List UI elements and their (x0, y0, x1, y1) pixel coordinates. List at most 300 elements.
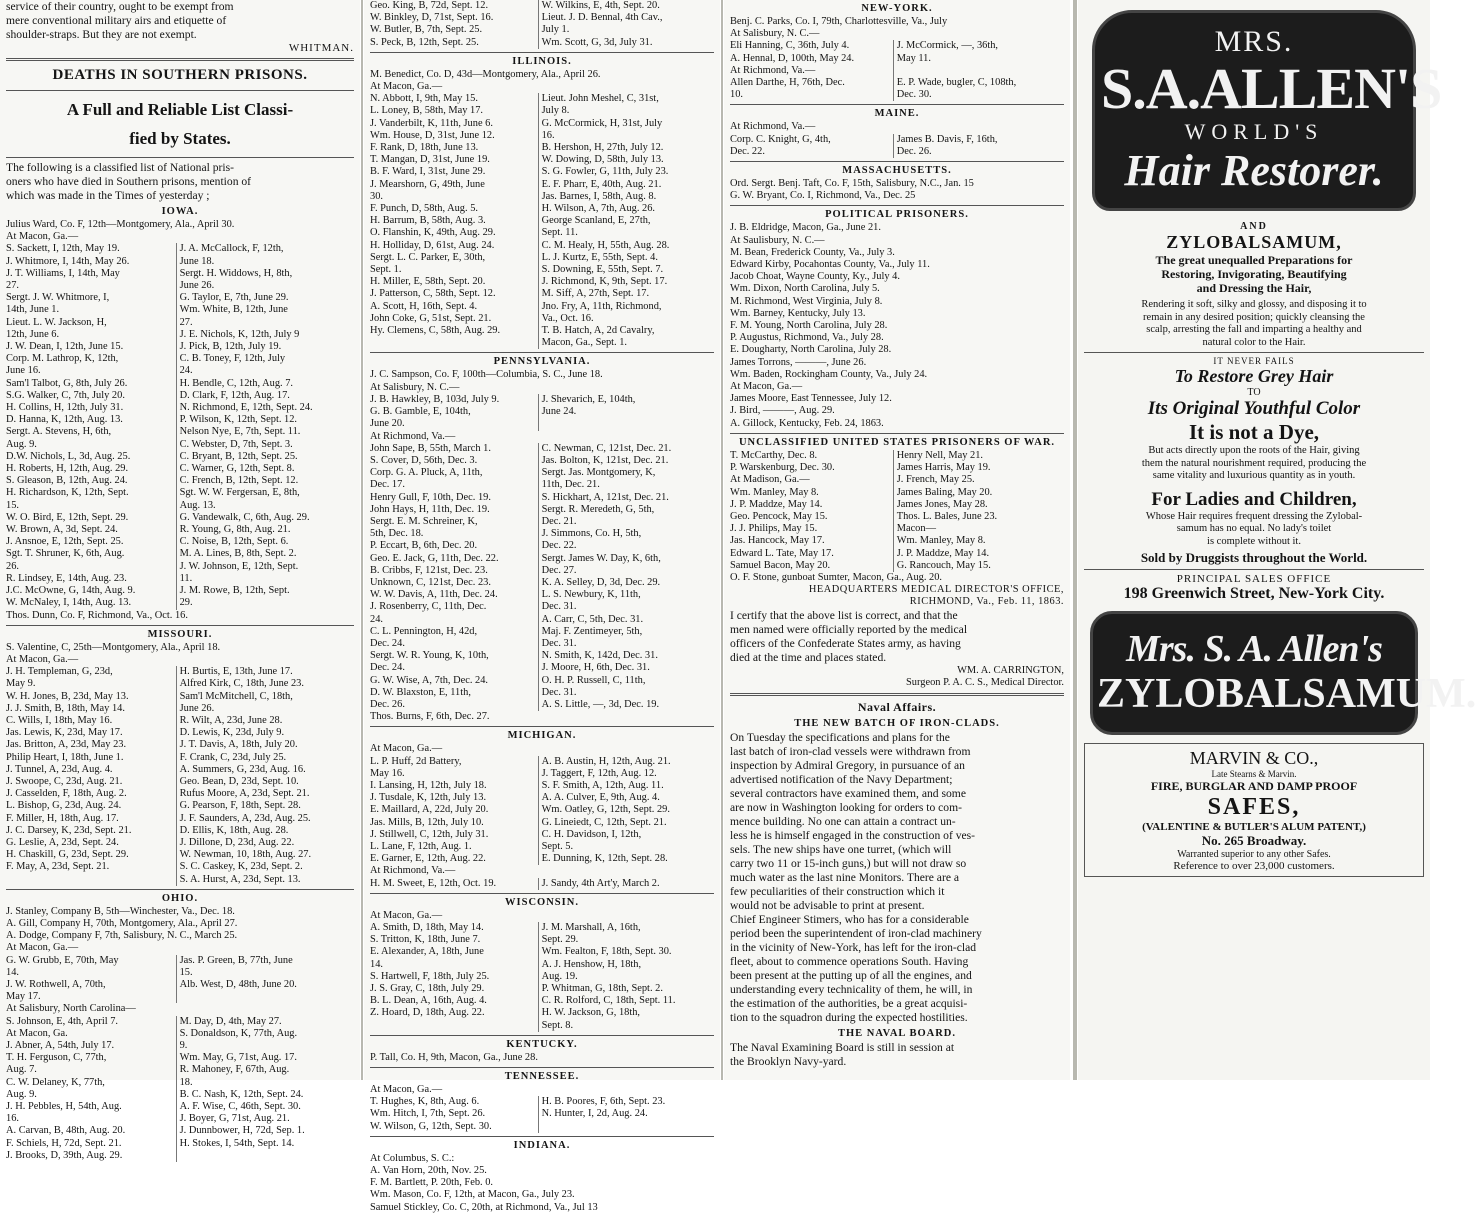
left-entry: Corp. M. Lathrop, K, 12th, (6, 353, 177, 365)
right-entry: Sept. 11. (541, 227, 578, 239)
right-entry: George Scanland, E, 27th, (541, 215, 651, 227)
left-entry: J. Casselden, F, 18th, Aug. 2. (6, 788, 177, 800)
list-row (6, 280, 354, 292)
text-line: Wm. Dixon, North Carolina, July 5. (730, 283, 880, 295)
signature-line: WM. A. CARRINGTON, (957, 664, 1064, 676)
two-column-list (370, 922, 714, 1032)
right-entry: J. P. Maddze, May 14. (896, 547, 990, 559)
rule (1084, 569, 1424, 570)
right-entry (539, 418, 714, 430)
left-entry: W. O. Bird, E, 12th, Sept. 29. (6, 512, 177, 524)
list-row (370, 577, 714, 589)
list-row (370, 934, 714, 946)
text-line: A. Gill, Company H, 70th, Montgomery, Ala., April 27. (6, 917, 238, 929)
left-entry: J. Tunnel, A, 23d, Aug. 4. (6, 764, 177, 776)
tagline-line: Restoring, Invigorating, Beautifying (1161, 267, 1347, 281)
text-line: At Salisbury, North Carolina— (6, 1003, 136, 1015)
left-entry: June 16. (6, 365, 177, 377)
left-entry: Jas. Hancock, May 17. (730, 535, 894, 547)
ad-never-fails: IT NEVER FAILS (1213, 356, 1295, 366)
list-row (370, 252, 714, 264)
right-entry: J. Taggert, F, 12th, Aug. 12. (541, 767, 657, 779)
list-row (370, 313, 714, 325)
left-entry: Sergt. A. Stevens, H, 6th, (6, 426, 177, 438)
text-line: James Moore, East Tennessee, July 12. (730, 393, 892, 405)
ad-principal: PRINCIPAL SALES OFFICE (1176, 573, 1332, 585)
left-entry: A. Smith, D, 18th, May 14. (370, 922, 539, 934)
intro-line: service of their country, ought to be exempt from (6, 0, 234, 13)
left-entry: J. Ansnoe, E, 12th, Sept. 25. (6, 536, 177, 548)
left-entry: Dec. 17. (370, 479, 539, 491)
right-entry: Jas. P. Green, B, 77th, June (179, 954, 293, 966)
left-entry: Hy. Clemens, C, 58th, Aug. 29. (370, 325, 539, 337)
body-line: remain in any desired position; quickly cleansing the (1143, 311, 1365, 323)
right-entry: Wm. White, B, 12th, June (179, 304, 288, 316)
right-entry: Henry Nell, May 21. (896, 449, 983, 461)
article-line: inspection by Admiral Gregory, in pursuance of an (730, 758, 965, 772)
article-line: several contractors have examined them, and some (730, 786, 966, 800)
right-entry: Jas. Barnes, I, 58th, Aug. 8. (541, 190, 657, 202)
article-line: less he is himself engaged in the construction of ves- (730, 828, 976, 842)
state-heading: ILLINOIS. (512, 55, 572, 67)
left-entry: S. Hartwell, F, 18th, July 25. (370, 971, 539, 983)
left-entry: J. Brooks, D, 39th, Aug. 29. (6, 1150, 177, 1162)
list-row (730, 499, 1064, 511)
list-row (370, 394, 714, 406)
right-entry: June 26. (179, 702, 215, 714)
right-entry: N. Hunter, I, 2d, Aug. 24. (541, 1108, 648, 1120)
right-entry: Lieut. John Meshel, C, 31st, (541, 93, 659, 105)
list-row (370, 1007, 714, 1019)
body-line: scalp, arresting the fall and imparting a healthy and (1146, 324, 1362, 335)
left-entry: Corp. G. A. Pluck, A, 11th, (370, 467, 539, 479)
list-row (370, 540, 714, 552)
list-row (6, 813, 354, 825)
state-heading: UNCLASSIFIED UNITED STATES PRISONERS OF WAR. (738, 436, 1056, 448)
list-row (6, 500, 354, 512)
right-entry: 27. (179, 316, 193, 328)
right-entry: P. Wilson, K, 12th, Sept. 12. (179, 414, 298, 426)
list-row (6, 256, 354, 268)
ad-and: AND (1240, 221, 1268, 232)
left-entry: W. Brown, A, 3d, Sept. 24. (6, 524, 177, 536)
article-line: been present at the putting up of all the engines, and (730, 968, 972, 982)
list-row (730, 146, 1064, 158)
left-entry: L. Lane, F, 12th, Aug. 1. (370, 841, 539, 853)
marvin-name: MARVIN & CO., (1189, 748, 1319, 768)
list-row (370, 792, 714, 804)
list-row (6, 1016, 354, 1028)
list-row (370, 829, 714, 841)
list-row (6, 861, 354, 873)
left-entry: 27. (6, 280, 177, 292)
list-row (6, 1113, 354, 1125)
left-entry: Geo. E. Jack, G, 11th, Dec. 22. (370, 553, 539, 565)
list-row (370, 780, 714, 792)
list-row (370, 528, 714, 540)
left-entry: W. H. Jones, B, 23d, May 13. (6, 691, 177, 703)
logo-product: Hair Restorer. (1124, 146, 1384, 195)
left-entry: T. McCarthy, Dec. 8. (730, 450, 894, 462)
left-entry: J. H. Pebbles, H, 54th, Aug. (6, 1101, 177, 1113)
list-row (370, 756, 714, 768)
right-entry: W. Wilkins, E, 4th, Sept. 20. (541, 0, 660, 11)
left-entry: Sergt. E. M. Schreiner, K, (370, 516, 539, 528)
right-entry: E. F. Pharr, E, 40th, Aug. 21. (541, 178, 662, 190)
right-entry: C. M. Healy, H, 55th, Aug. 28. (541, 239, 670, 251)
left-entry: Dec. 22. (730, 146, 894, 158)
two-column-list (730, 134, 1064, 158)
ad-tagline (1084, 253, 1424, 295)
left-entry: J. W. Rothwell, A, 70th, (6, 979, 177, 991)
right-entry: J. M. Marshall, A, 16th, (541, 922, 641, 934)
left-entry: F. Schiels, H, 72d, Sept. 21. (6, 1138, 177, 1150)
right-entry: June 18. (179, 255, 215, 267)
left-entry (6, 874, 177, 886)
text-line: A. Dodge, Company F, 7th, Salisbury, N. C., March 25. (6, 930, 238, 942)
left-entry: P. Warskenburg, Dec. 30. (730, 462, 894, 474)
right-entry: J. A. McCallock, F, 12th, (179, 243, 284, 255)
list-row (6, 1150, 354, 1162)
left-entry: H. Barrum, B, 58th, Aug. 3. (370, 215, 539, 227)
rule (730, 693, 1064, 696)
text-line: A. Van Horn, 20th, Nov. 25. (370, 1165, 487, 1177)
left-entry: J.C. McOwne, G, 14th, Aug. 9. (6, 585, 177, 597)
left-entry: B. F. Ward, I, 31st, June 29. (370, 166, 539, 178)
article-line: mence building. No one can attain a contract un- (730, 814, 956, 828)
state-heading: MAINE. (874, 108, 920, 120)
left-entry: Philip Heart, I, 18th, June 1. (6, 752, 177, 764)
right-entry: J. Dillone, D, 23d, Aug. 22. (179, 836, 295, 848)
article-line: carry two 11 or 15-inch guns,) but will not draw so (730, 856, 967, 870)
right-entry: Dec. 21. (541, 515, 577, 527)
right-entry: S. F. Smith, A, 12th, Aug. 11. (541, 779, 664, 791)
list-row (6, 1101, 354, 1113)
text-line: M. Benedict, Co. D, 43d—Montgomery, Ala., April 26. (370, 68, 601, 80)
marvin-reference: Reference to over 23,000 customers. (1173, 860, 1335, 872)
list-row (370, 638, 714, 650)
right-entry: T. B. Hatch, A, 2d Cavalry, (541, 325, 655, 337)
right-entry: 18. (179, 1076, 193, 1088)
two-column-list (370, 756, 714, 866)
left-entry: At Richmond, Va.— (730, 65, 894, 77)
list-row (370, 37, 714, 49)
list-row (6, 739, 354, 751)
text-line: At Macon, Ga.— (6, 942, 79, 954)
left-entry: T. H. Ferguson, C, 77th, (6, 1052, 177, 1064)
right-entry: 9. (179, 1040, 188, 1051)
right-entry: J. Shevarich, E, 104th, (541, 393, 636, 405)
right-entry: J. McCormick, —, 36th, (896, 40, 999, 52)
right-entry: E. P. Wade, bugler, C, 108th, (896, 77, 1017, 89)
right-entry: 16. (541, 129, 555, 141)
right-entry: James Jones, May 28. (896, 498, 988, 510)
left-entry: Jas. Lewis, K, 23d, May 17. (6, 727, 177, 739)
right-entry: J. Sandy, 4th Art'y, March 2. (541, 877, 660, 889)
rule (370, 352, 714, 353)
right-entry: K. A. Selley, D, 3d, Dec. 29. (541, 576, 661, 588)
list-row (6, 402, 354, 414)
right-entry: Sergt. R. Meredeth, G, 5th, (541, 503, 655, 515)
rule (6, 58, 354, 61)
text-line: Ord. Sergt. Benj. Taft, Co. F, 15th, Salisbury, N.C., Jan. 15 (730, 178, 974, 190)
right-entry: J. T. Davis, A, 18th, July 20. (179, 739, 298, 751)
rule (370, 52, 714, 53)
right-entry: J. Pick, B, 12th, July 19. (179, 341, 282, 353)
text-line: A. Gillock, Kentucky, Feb. 24, 1863. (730, 417, 884, 429)
left-entry: Dec. 26. (370, 699, 539, 711)
right-entry: Alfred Kirk, C, 18th, June 23. (179, 678, 304, 690)
text-line: P. Augustus, Richmond, Va., July 28. (730, 332, 884, 344)
text-line: O. F. Stone, gunboat Sumter, Macon, Ga., Aug. 20. (730, 571, 943, 583)
list-row (6, 1028, 354, 1040)
list-row (6, 585, 354, 597)
list-row (370, 406, 714, 418)
text-line: At Columbus, S. C.: (370, 1152, 455, 1164)
list-row (6, 1089, 354, 1101)
left-entry: H. Collins, H, 12th, July 31. (6, 402, 177, 414)
list-row (6, 365, 354, 377)
right-entry: H. Burtis, E, 13th, June 17. (179, 666, 293, 678)
list-row (370, 878, 714, 890)
right-entry: James Baling, May 20. (896, 486, 993, 498)
tagline-line: and Dressing the Hair, (1196, 281, 1312, 295)
two-column-list (730, 450, 1064, 572)
column-rule (361, 0, 363, 1080)
right-entry: A. B. Austin, H, 12th, Aug. 21. (541, 755, 671, 767)
article-line: the estimation of the authorities, be a great acquisi- (730, 996, 968, 1010)
list-row (6, 849, 354, 861)
ad-whose (1084, 511, 1424, 549)
right-entry: 11th, Dec. 21. (541, 479, 600, 491)
ad-not-dye: It is not a Dye, (1188, 420, 1320, 444)
list-row (6, 874, 354, 886)
marvin-late: Late Stearns & Marvin. (1211, 769, 1297, 779)
ad-body (1084, 299, 1424, 349)
right-entry: Lieut. J. D. Bennal, 4th Cav., (541, 12, 663, 24)
right-entry: Dec. 26. (896, 145, 932, 157)
list-row (370, 203, 714, 215)
column-rule (721, 0, 723, 1080)
list-row (370, 853, 714, 865)
subheadline: fied by States. (129, 129, 231, 148)
right-entry: S. Downing, E, 55th, Sept. 7. (541, 264, 664, 276)
whose-line: samum has no equal. No lady's toilet (1176, 523, 1332, 534)
right-entry: July 1. (541, 24, 570, 36)
intro-line: shoulder-straps. But they are not exempt. (6, 28, 197, 41)
right-entry: A. Carr, C, 5th, Dec. 31. (541, 613, 644, 625)
left-entry: May 16. (370, 768, 539, 780)
text-line: At Macon, Ga.— (730, 381, 803, 393)
right-entry: Sam'l McMitchell, C, 18th, (179, 690, 293, 702)
text-line: At Macon, Ga.— (6, 653, 79, 665)
list-row (6, 573, 354, 585)
whose-line: is complete without it. (1207, 535, 1301, 547)
logo-mrs: MRS. (1214, 25, 1294, 58)
two-column-list (6, 955, 354, 1004)
left-entry: John Hays, H, 11th, Dec. 19. (370, 504, 539, 516)
left-entry: W. W. Davis, A, 11th, Dec. 24. (370, 589, 539, 601)
left-entry: J. Tusdale, K, 12th, July 13. (370, 792, 539, 804)
right-entry: R. Young, G, 8th, Aug. 21. (179, 524, 291, 536)
rule (370, 1136, 714, 1137)
text-line: At Salisbury, N. C.— (730, 28, 820, 40)
list-row (370, 699, 714, 711)
left-entry: Henry Gull, F, 10th, Dec. 19. (370, 492, 539, 504)
state-heading: IOWA. (161, 206, 199, 217)
list-row (370, 504, 714, 516)
state-heading: POLITICAL PRISONERS. (825, 209, 969, 221)
right-entry (539, 1121, 714, 1133)
left-entry: Aug. 7. (6, 1064, 177, 1076)
list-row (6, 979, 354, 991)
certify-line: men named were officially reported by the medical (730, 622, 968, 636)
right-entry: H. Stokes, I, 54th, Sept. 14. (179, 1137, 295, 1149)
list-row (370, 179, 714, 191)
rule (6, 90, 354, 91)
state-heading: PENNSYLVANIA. (493, 356, 591, 368)
two-column-list (370, 878, 714, 890)
list-row (6, 524, 354, 536)
text-line: G. W. Bryant, Co. I, Richmond, Va., Dec. 25 (730, 190, 916, 202)
left-entry: G. B. Gamble, E, 104th, (370, 406, 539, 418)
left-entry: J. J. Smith, B, 18th, May 14. (6, 703, 177, 715)
right-entry: Aug. 19. (541, 970, 578, 982)
right-entry: Wm. Manley, May 8. (896, 535, 986, 547)
list-row (370, 337, 714, 349)
left-entry: Unknown, C, 121st, Dec. 23. (370, 577, 539, 589)
left-entry: J. W. Dean, I, 12th, June 15. (6, 341, 177, 353)
list-row (6, 776, 354, 788)
office-heading (730, 584, 1064, 608)
rule (6, 157, 354, 158)
list-row (6, 1040, 354, 1052)
left-entry: John Coke, G, 51st, Sept. 21. (370, 313, 539, 325)
list-row (6, 678, 354, 690)
text-line: M. Bean, Frederick County, Va., July 3. (730, 246, 895, 258)
left-entry: B. Cribbs, F, 121st, Dec. 23. (370, 565, 539, 577)
list-row (370, 0, 714, 12)
signature-line: Surgeon P. A. C. S., Medical Director. (906, 676, 1064, 688)
left-entry: 14th, June 1. (6, 304, 177, 316)
list-row (6, 691, 354, 703)
left-entry: S. Peck, B, 12th, Sept. 25. (370, 37, 539, 49)
state-heading: KENTUCKY. (506, 1038, 578, 1050)
list-row (730, 89, 1064, 101)
state-heading: MICHIGAN. (507, 730, 577, 742)
left-entry: Corp. C. Knight, G, 4th, (730, 134, 894, 146)
list-row (370, 971, 714, 983)
right-entry: S. Donaldson, K, 77th, Aug. (179, 1027, 298, 1039)
right-entry: Sept. 5. (541, 841, 574, 852)
left-entry: 14. (6, 967, 177, 979)
whose-line: Whose Hair requires frequent dressing the Zylobal- (1145, 510, 1363, 522)
list-row (370, 418, 714, 430)
left-entry: H. Holliday, D, 61st, Aug. 24. (370, 240, 539, 252)
list-row (6, 800, 354, 812)
text-line: Thos. Dunn, Co. F, Richmond, Va., Oct. 16. (6, 609, 188, 621)
right-entry: J. Richmond, K, 9th, Sept. 17. (541, 276, 668, 288)
logo2-name: Mrs. S. A. Allen's (1126, 628, 1382, 670)
article-line: are now in Washington looking for orders to com- (730, 800, 962, 814)
left-entry: C. W. Delaney, K, 77th, (6, 1077, 177, 1089)
left-entry: S. Sackett, I, 12th, May 19. (6, 243, 177, 255)
article-line: understanding every technicality of them, he will, in (730, 982, 973, 996)
right-entry: C. Noise, B, 12th, Sept. 6. (179, 536, 289, 548)
left-entry: N. Abbott, I, 9th, May 15. (370, 93, 539, 105)
right-entry: Thos. L. Bales, June 23. (896, 510, 998, 522)
right-entry: Jno. Fry, A, 11th, Richmond, (541, 300, 662, 312)
left-entry: 26. (6, 561, 177, 573)
left-entry: B. L. Dean, A, 16th, Aug. 4. (370, 995, 539, 1007)
list-row (6, 341, 354, 353)
left-entry: P. Eccart, B, 6th, Dec. 20. (370, 540, 539, 552)
right-entry: H. Bendle, C, 12th, Aug. 7. (179, 377, 294, 389)
list-row (370, 601, 714, 613)
ad-original: Its Original Youthful Color (1147, 398, 1361, 419)
logo2-product: ZYLOBALSAMUM. (1097, 671, 1476, 717)
list-row (370, 215, 714, 227)
left-entry: D. W. Blaxston, E, 11th, (370, 687, 539, 699)
list-row (370, 479, 714, 491)
list-row (370, 276, 714, 288)
two-column-list (370, 394, 714, 431)
text-line: P. Tall, Co. H, 9th, Macon, Ga., June 28. (370, 1051, 538, 1063)
right-entry: Sgt. W. W. Fergersan, E, 8th, (179, 487, 300, 499)
list-row (6, 512, 354, 524)
article-line: in the vicinity of New-York, has left for the iron-clad (730, 940, 977, 954)
right-entry: N. Smith, K, 142d, Dec. 31. (541, 650, 658, 662)
article-line: tion to the squadron during the expected hostilities. (730, 1010, 968, 1024)
left-entry: Lieut. L. W. Jackson, H, (6, 317, 177, 329)
list-row (370, 841, 714, 853)
state-heading: MASSACHUSETTS. (842, 165, 952, 177)
list-row (370, 516, 714, 528)
list-row (730, 134, 1064, 146)
advertisement-column (1078, 0, 1476, 1080)
list-row (6, 317, 354, 329)
list-row (6, 703, 354, 715)
text-line: J. C. Sampson, Co. F, 100th—Columbia, S. C., June 18. (370, 369, 603, 381)
section-heading: THE NEW BATCH OF IRON-CLADS. (794, 717, 1000, 729)
list-row (370, 768, 714, 780)
list-row (370, 995, 714, 1007)
list-row (370, 662, 714, 674)
marvin-safes: SAFES, (1207, 794, 1301, 820)
right-entry: G. McCormick, H, 31st, July (541, 117, 663, 129)
ad-sold: Sold by Druggists throughout the World. (1140, 550, 1368, 565)
list-row (6, 475, 354, 487)
left-entry: J. Stillwell, C, 12th, July 31. (370, 829, 539, 841)
state-heading: WISCONSIN. (505, 896, 579, 908)
right-entry: Sept. 29. (541, 934, 579, 946)
right-entry: Dec. 22. (541, 540, 577, 552)
left-entry: J. Swoope, C, 23d, Aug. 21. (6, 776, 177, 788)
right-entry: D. Lewis, K, 23d, July 9. (179, 727, 285, 739)
text-line: At Richmond, Va.— (370, 430, 456, 442)
rule (370, 726, 714, 727)
logo-worlds: WORLD'S (1184, 119, 1324, 144)
left-entry: Sam'l Talbot, G, 8th, July 26. (6, 378, 177, 390)
left-entry: Jas. Britton, A, 23d, May 23. (6, 739, 177, 751)
left-entry: J. Whitmore, I, 14th, May 26. (6, 256, 177, 268)
list-row (370, 687, 714, 699)
list-row (370, 565, 714, 577)
left-entry: Sergt. J. W. Whitmore, I, (6, 292, 177, 304)
list-row (730, 462, 1064, 474)
acts-line: them the natural nourishment required, producing the (1141, 457, 1367, 469)
text-line: Julius Ward, Co. F, 12th—Montgomery, Ala., April 30. (6, 219, 235, 230)
